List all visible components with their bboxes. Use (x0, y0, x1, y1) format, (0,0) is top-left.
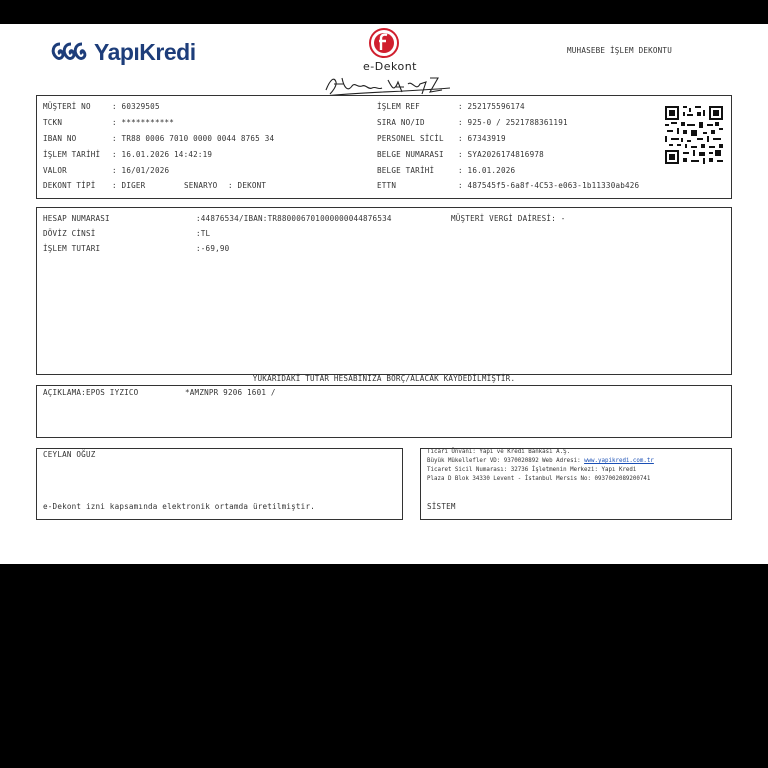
aciklama-value: *AMZNPR 9206 1601 / (185, 388, 276, 397)
info-label-musteri-no: MÜŞTERİ NO (43, 102, 91, 111)
bank-line-4: Plaza D Blok 34330 Levent - İstanbul Mersis No: 0937002089200741 (427, 476, 651, 482)
info-value-islem-ref: : 252175596174 (458, 102, 525, 111)
edekont-emblem-icon (368, 27, 400, 59)
receipt-page (0, 24, 768, 564)
info-label-sira-no: SIRA NO/ID (377, 118, 425, 127)
info-value-musteri-no: : 60329505 (112, 102, 160, 111)
customer-name: CEYLAN OĞUZ (43, 450, 96, 459)
aciklama-box (36, 385, 732, 438)
info-label-islem-ref: İŞLEM REF (377, 102, 420, 111)
info-label-valor: VALOR (43, 166, 67, 175)
bank-line-2-text: Büyük Mükellefler VD: 9370020892 Web Adresi: (427, 458, 585, 464)
yapikredi-logo-icon (50, 40, 92, 64)
customer-footer: e-Dekont izni kapsamında elektronik ortamda üretilmiştir. (43, 502, 315, 511)
info-value-dekont-tipi: : DIGER (112, 181, 146, 190)
info-value-valor: : 16/01/2026 (112, 166, 170, 175)
notice-text: YUKARIDAKİ TUTAR HESABINIZA BORÇ/ALACAK KAYDEDİLMİŞTİR. (252, 374, 516, 383)
info-value-iban: : TR88 0006 7010 0000 0044 8765 34 (112, 134, 275, 143)
bank-logo-text: YapıKredi (94, 38, 196, 65)
info-value-ettn: : 487545f5-6a8f-4C53-e063-1b11330ab426 (458, 181, 640, 190)
document-title: MUHASEBE İŞLEM DEKONTU (567, 46, 672, 55)
info-label-senaryo: SENARYO (184, 181, 218, 190)
info-label-ettn: ETTN (377, 181, 397, 190)
info-value-belge-tarihi: : 16.01.2026 (458, 166, 516, 175)
edekont-label: e-Dekont (363, 60, 417, 73)
doviz-value: :TL (196, 229, 211, 238)
info-label-dekont-tipi: DEKONT TİPİ (43, 181, 96, 190)
bank-logo (50, 38, 196, 66)
info-value-sira-no: : 925-0 / 2521788361191 (458, 118, 568, 127)
bank-website-link[interactable]: www.yapikredi.com.tr (584, 458, 654, 464)
bank-line-1: Ticari Ünvanı: Yapı ve Kredi Bankası A.Ş. (427, 449, 571, 455)
info-value-belge-numarasi: : SYA2026174816978 (458, 150, 544, 159)
info-label-personel-sicil: PERSONEL SİCİL (377, 134, 444, 143)
doviz-label: DÖVİZ CİNSİ (43, 229, 96, 238)
info-value-personel-sicil: : 67343919 (458, 134, 506, 143)
info-value-islem-tarihi: : 16.01.2026 14:42:19 (112, 150, 213, 159)
info-label-islem-tarihi: İŞLEM TARİHİ (43, 150, 101, 159)
hesap-value: :44876534/IBAN:TR880006701000000044876534 (196, 214, 392, 223)
info-value-tckn: : *********** (112, 118, 175, 127)
info-label-belge-tarihi: BELGE TARİHİ (377, 166, 435, 175)
info-label-tckn: TCKN (43, 118, 63, 127)
vergi-dairesi-label: MÜŞTERİ VERGİ DAİRESİ: - (451, 214, 566, 223)
bank-line-2 (427, 458, 654, 464)
info-label-iban: IBAN NO (43, 134, 77, 143)
aciklama-label: AÇIKLAMA:EPOS IYZICO (43, 388, 139, 397)
tutar-value: :-69,90 (196, 244, 230, 253)
bank-footer: SİSTEM (427, 502, 456, 511)
account-box (36, 207, 732, 375)
hesap-label: HESAP NUMARASI (43, 214, 110, 223)
bank-line-3: Ticaret Sicil Numarası: 32736 İşletmenin Merkezi: Yapı Kredi (427, 467, 637, 473)
info-label-belge-numarasi: BELGE NUMARASI (377, 150, 444, 159)
info-value-senaryo: : DEKONT (228, 181, 267, 190)
qr-code-icon (665, 106, 723, 164)
tutar-label: İŞLEM TUTARI (43, 244, 101, 253)
signature-icon (322, 70, 452, 98)
